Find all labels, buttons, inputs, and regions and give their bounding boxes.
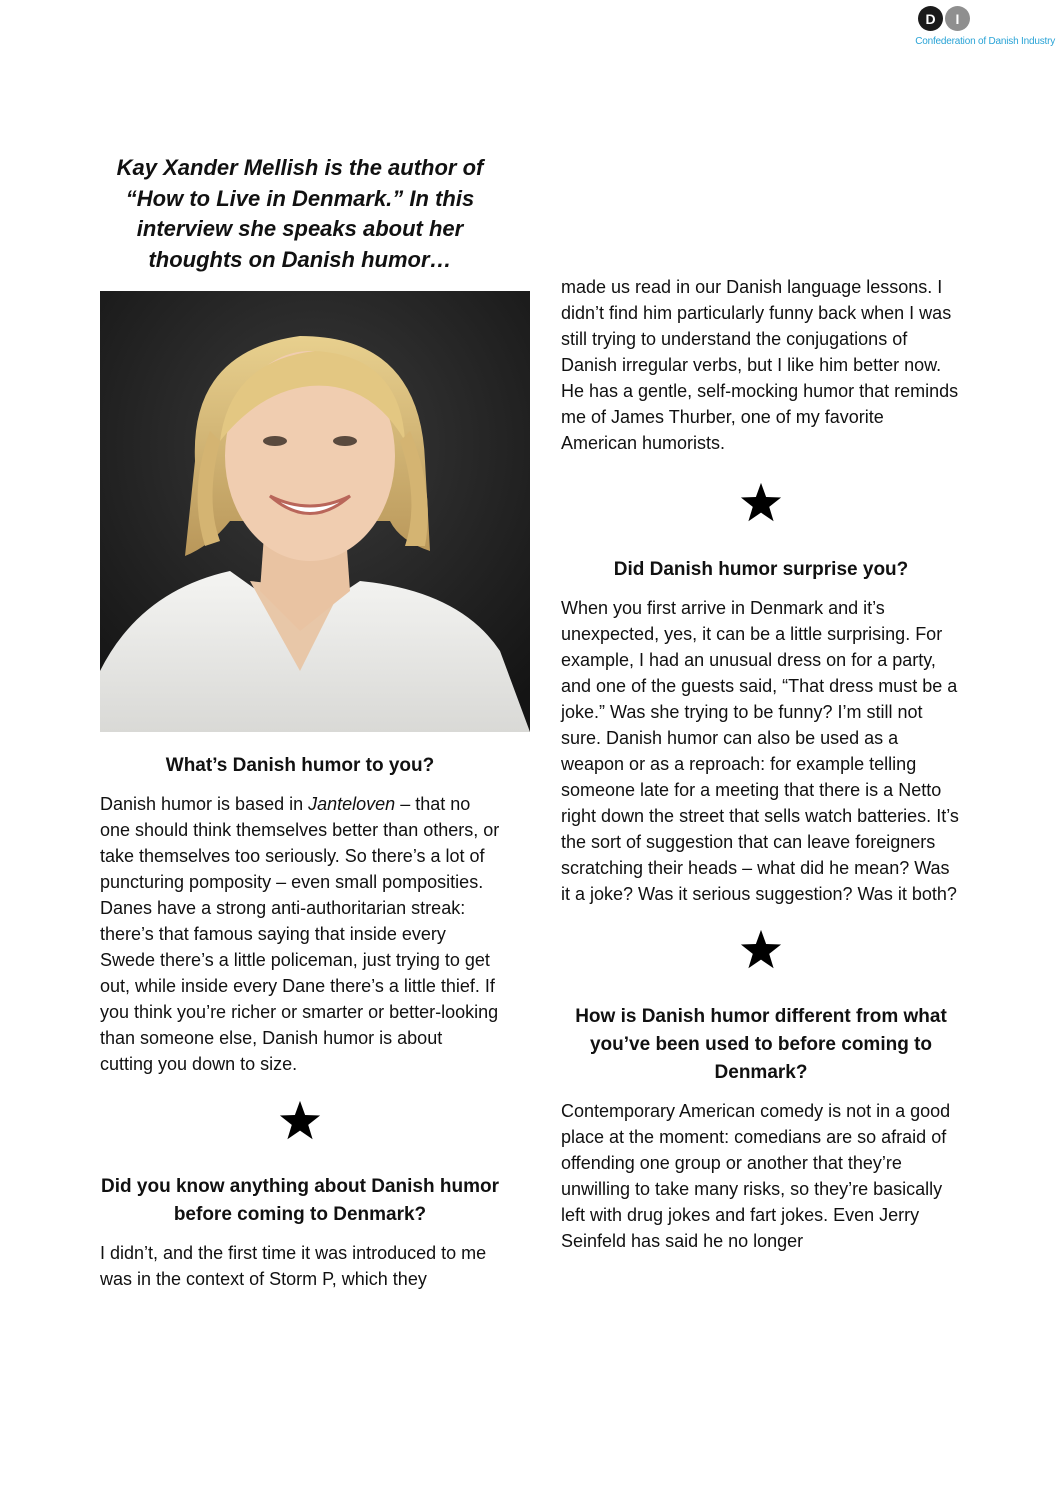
heading-q3: Did Danish humor surprise you? — [613, 559, 909, 580]
portrait-photo — [100, 291, 530, 732]
logo-mark — [895, 6, 970, 31]
body-q2: I didn’t, and the first time it was introduced to me was in the context of Storm P, which they — [100, 1243, 487, 1289]
star-separator — [100, 1097, 500, 1145]
heading-q2: Did you know anything about Danish humor before coming to Denmark? — [101, 1176, 499, 1225]
body-q1-term: Janteloven — [308, 794, 396, 814]
logo-tagline: Confederation of Danish Industry — [915, 36, 1055, 47]
intro-paragraph: Kay Xander Mellish is the author of “How to Live in Denmark.” In this interview she speaks about her thoughts on Danish humor… — [116, 155, 484, 272]
di-logo — [895, 6, 1055, 47]
star-icon — [739, 929, 783, 971]
body-q1-part1: Danish humor is based in — [100, 794, 309, 814]
body-q1-part2: – that no one should think themselves better than others, or take themselves too seriously. So there’s a lot of puncturing pomposity – even small pomposities. Danes have a strong anti-authoritarian streak: there’s that famous saying that inside every Swede there’s a little policeman, just trying to get out, while inside every Dane there’s a little thief. If you think you’re richer or smarter or better-looking than someone else, Danish humor is about cutting you down to size. — [100, 794, 500, 1074]
body-q2-continued: made us read in our Danish language lessons. I didn’t find him particularly funny back when I was still trying to understand the conjugations of Danish irregular verbs, but I like him better now. He has a gentle, self-mocking humor that reminds me of James Thurber, one of my favorite American humorists. — [561, 277, 959, 453]
star-separator — [561, 927, 961, 973]
logo-d-circle: D — [918, 6, 943, 31]
star-separator — [561, 480, 961, 526]
logo-i-circle: I — [945, 6, 970, 31]
left-column — [100, 752, 500, 1292]
star-icon — [739, 482, 783, 524]
body-q3: When you first arrive in Denmark and it’s unexpected, yes, it can be a little surprising. For example, I had an unusual dress on for a party, and one of the guests said, “That dress must be a joke.” Was she trying to be funny? I’m still not sure. Danish humor can also be used as a weapon or as a reproach: for example telling someone late for a meeting that there is a Netto right down the street that sells watch batteries. It’s the sort of suggestion that can leave foreigners scratching their heads – what did he mean? Was it a joke? Was it serious suggestion? Was it both? — [561, 598, 959, 904]
body-q1 — [100, 791, 500, 1077]
star-icon — [278, 1100, 322, 1142]
heading-q4: How is Danish humor different from what you’ve been used to before coming to Denmark? — [575, 1006, 947, 1083]
body-q4: Contemporary American comedy is not in a good place at the moment: comedians are so afraid of offending one group or another that they’re unwilling to take many risks, so they’re basically left with drug jokes and fart jokes. Even Jerry Seinfeld has said he no longer — [561, 1101, 951, 1251]
heading-q1: What’s Danish humor to you? — [165, 755, 435, 776]
right-column — [561, 274, 961, 1254]
